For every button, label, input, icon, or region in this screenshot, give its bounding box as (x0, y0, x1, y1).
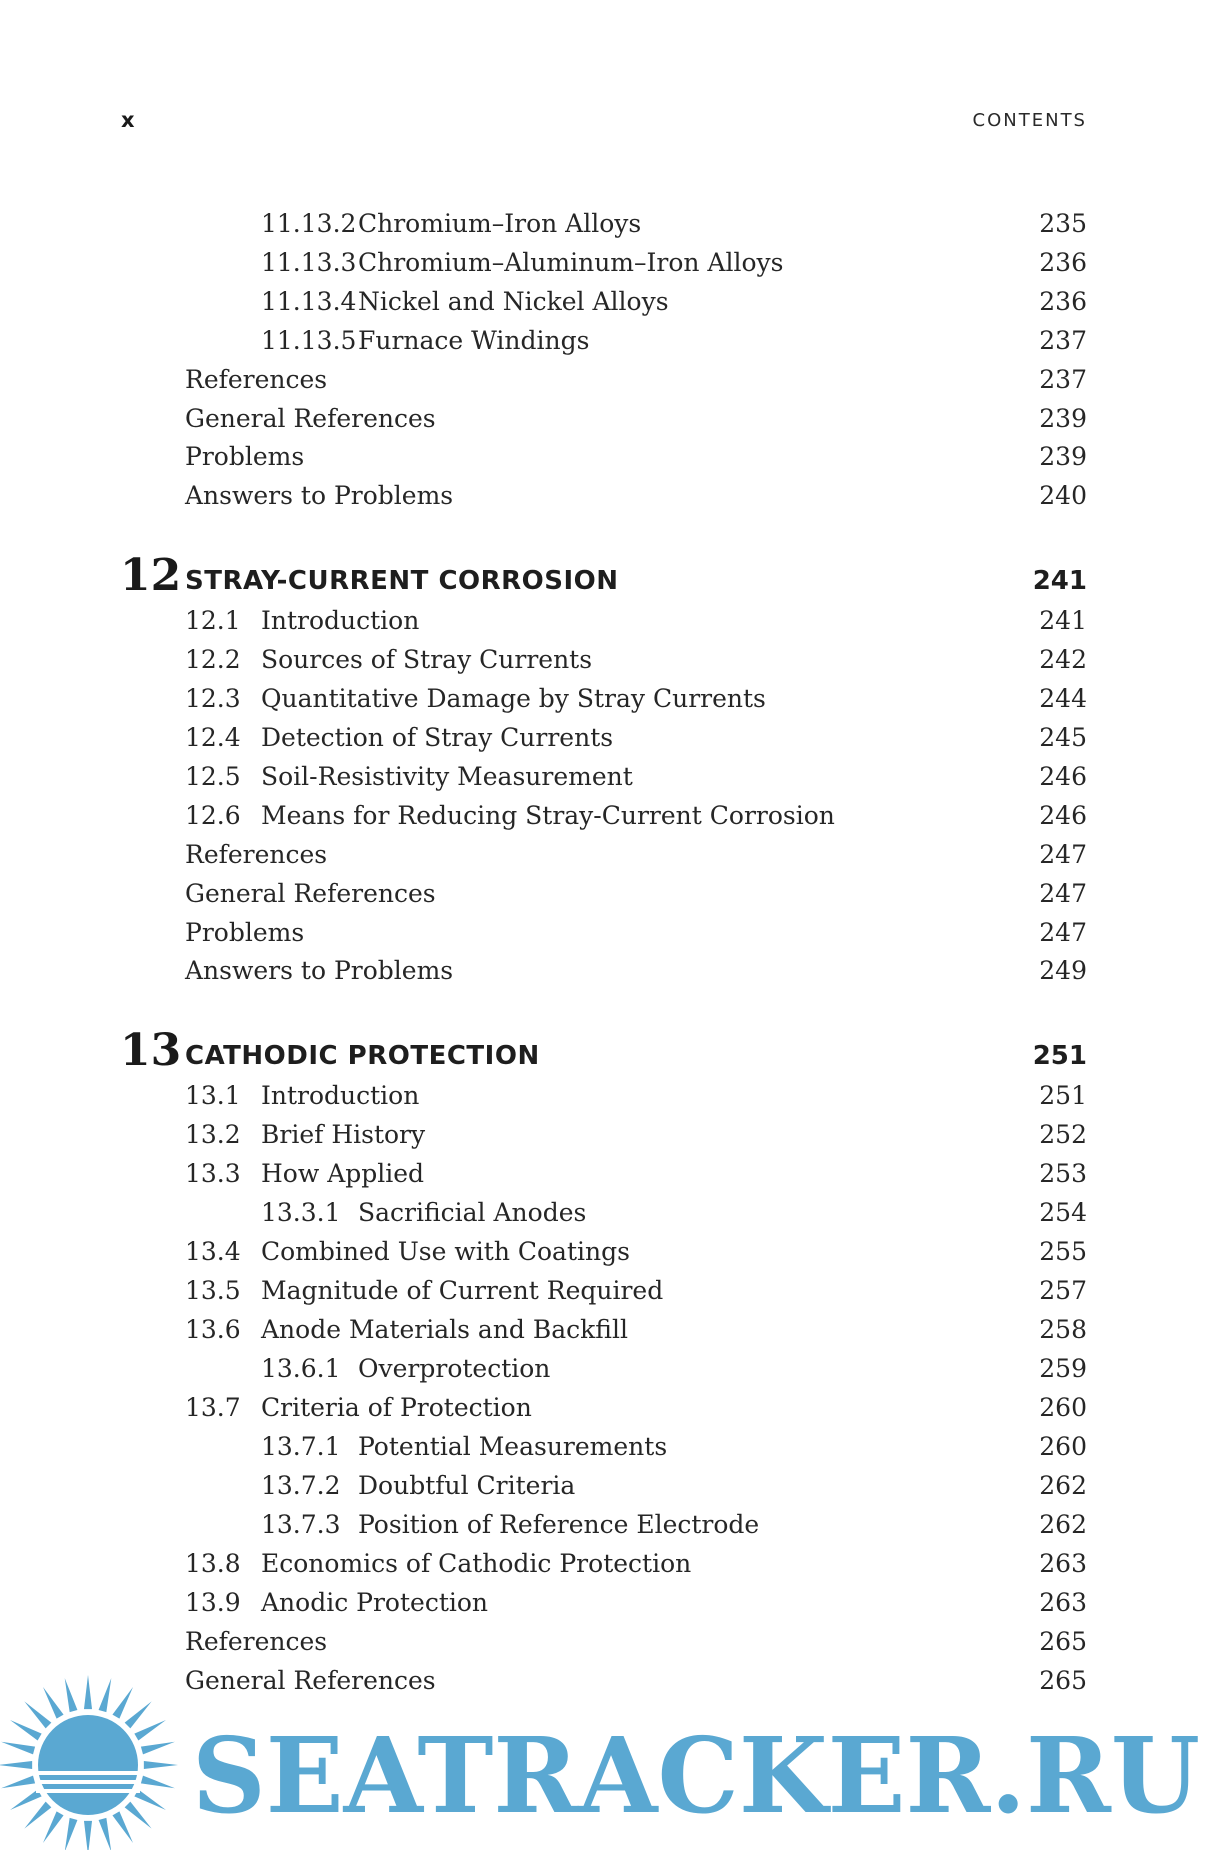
sun-ray (99, 1818, 112, 1850)
toc-entry-page: 240 (1039, 481, 1087, 510)
toc-entry-number: 13.1 (185, 1081, 241, 1110)
toc-entry-page: 242 (1039, 645, 1087, 674)
toc-entry-number: 13.7.1 (261, 1432, 341, 1461)
toc-entry-page: 237 (1039, 326, 1087, 355)
toc-entry-title: Answers to Problems (185, 481, 454, 510)
toc-entry-number: 12.2 (185, 645, 241, 674)
toc-entry-page: 247 (1039, 879, 1087, 908)
toc-entry-page: 246 (1039, 762, 1087, 791)
toc-entry[interactable] (0, 476, 1225, 515)
toc-entry-number: 13.6 (185, 1315, 241, 1344)
toc-entry-title: Furnace Windings (358, 326, 590, 355)
toc-entry[interactable] (0, 951, 1225, 990)
toc-entry-page: 237 (1039, 365, 1087, 394)
toc-entry-page: 253 (1039, 1159, 1087, 1188)
watermark-text: SEATRACKER.RU (192, 1714, 1200, 1837)
toc-entry-title: Problems (185, 442, 305, 471)
toc-entry-title: Overprotection (358, 1354, 551, 1383)
sun-ray (112, 1687, 133, 1719)
toc-entry[interactable] (0, 913, 1225, 952)
horizon-stripe (36, 1789, 140, 1793)
sun-ray (24, 1701, 51, 1728)
sun-ray (84, 1675, 92, 1709)
toc-entry-title: Combined Use with Coatings (261, 1237, 630, 1266)
horizon-stripe (36, 1771, 140, 1775)
sun-ray (10, 1720, 42, 1741)
toc-entry[interactable] (0, 1076, 1225, 1115)
toc-entry-title: Soil-Resistivity Measurement (261, 762, 633, 791)
page-folio: x (121, 108, 135, 132)
toc-entry-number: 11.13.4 (261, 287, 357, 316)
toc-entry-title: Magnitude of Current Required (261, 1276, 664, 1305)
sun-ray (0, 1761, 32, 1769)
toc-entry-title: Anodic Protection (261, 1588, 489, 1617)
toc-entry-title: Quantitative Damage by Stray Currents (261, 684, 766, 713)
sun-ray (99, 1678, 112, 1712)
toc-entry-page: 260 (1039, 1432, 1087, 1461)
toc-entry-number: 13.3.1 (261, 1198, 341, 1227)
sunburst-icon (0, 1675, 178, 1850)
toc-entry[interactable] (0, 204, 1225, 243)
toc-entry-page: 254 (1039, 1198, 1087, 1227)
toc-entry-title: Introduction (261, 606, 420, 635)
toc-entry[interactable] (0, 1115, 1225, 1154)
toc-entry[interactable] (0, 640, 1225, 679)
toc-entry-title: General References (185, 404, 436, 433)
toc-entry[interactable] (0, 1271, 1225, 1310)
sun-ray (141, 1776, 175, 1789)
toc-entry-page: 247 (1039, 918, 1087, 947)
toc-entry-page: 255 (1039, 1237, 1087, 1266)
toc-entry[interactable] (0, 437, 1225, 476)
toc-entry-title: Detection of Stray Currents (261, 723, 614, 752)
toc-entry-number: 13.4 (185, 1237, 241, 1266)
toc-entry[interactable] (0, 282, 1225, 321)
toc-entry[interactable] (0, 360, 1225, 399)
toc-entry-title: Position of Reference Electrode (358, 1510, 760, 1539)
horizon-stripe (36, 1780, 140, 1784)
toc-entry-page: 236 (1039, 248, 1087, 277)
toc-entry[interactable] (0, 874, 1225, 913)
sun-ray (43, 1687, 64, 1719)
toc-entry-title: Criteria of Protection (261, 1393, 532, 1422)
toc-entry[interactable] (0, 1544, 1225, 1583)
toc-entry-page: 236 (1039, 287, 1087, 316)
sun-ray (1, 1742, 35, 1755)
toc-entry-page: 257 (1039, 1276, 1087, 1305)
toc-entry-title: Nickel and Nickel Alloys (358, 287, 669, 316)
toc-entry-number: 13.9 (185, 1588, 241, 1617)
toc-entry-page: 245 (1039, 723, 1087, 752)
chapter-page: 241 (1032, 566, 1087, 596)
toc-entry[interactable] (0, 1154, 1225, 1193)
sun-ray (141, 1742, 175, 1755)
toc-entry-title: Answers to Problems (185, 956, 454, 985)
chapter-heading-13[interactable] (0, 1025, 1225, 1075)
toc-entry-number: 13.8 (185, 1549, 241, 1578)
toc-entry-number: 11.13.5 (261, 326, 357, 355)
toc-entry-title: Economics of Cathodic Protection (261, 1549, 692, 1578)
toc-entry-page: 247 (1039, 840, 1087, 869)
toc-entry-number: 12.6 (185, 801, 241, 830)
toc-entry[interactable] (0, 1388, 1225, 1427)
toc-entry-page: 265 (1039, 1666, 1087, 1695)
toc-entry[interactable] (0, 1622, 1225, 1661)
toc-entry-page: 252 (1039, 1120, 1087, 1149)
toc-entry[interactable] (0, 1193, 1225, 1232)
sun-ray (144, 1761, 178, 1769)
toc-entry-title: Means for Reducing Stray-Current Corrosion (261, 801, 835, 830)
toc-entry[interactable] (0, 757, 1225, 796)
toc-entry-number: 13.7.3 (261, 1510, 341, 1539)
sun-ray (125, 1802, 152, 1829)
sun-ray (125, 1701, 152, 1728)
toc-entry-title: Problems (185, 918, 305, 947)
toc-entry-title: Chromium–Iron Alloys (358, 209, 642, 238)
toc-entry-title: Chromium–Aluminum–Iron Alloys (358, 248, 784, 277)
toc-entry-title: Potential Measurements (358, 1432, 668, 1461)
toc-entry[interactable] (0, 1349, 1225, 1388)
toc-entry-title: References (185, 840, 328, 869)
toc-entry-page: 263 (1039, 1588, 1087, 1617)
toc-entry-title: Doubtful Criteria (358, 1471, 576, 1500)
page-header (121, 108, 1087, 136)
toc-entry[interactable] (0, 1466, 1225, 1505)
sun-ray (112, 1811, 133, 1843)
toc-entry-page: 239 (1039, 442, 1087, 471)
toc-entry-page: 239 (1039, 404, 1087, 433)
toc-entry[interactable] (0, 1505, 1225, 1544)
sun-ray (24, 1802, 51, 1829)
toc-entry-page: 262 (1039, 1471, 1087, 1500)
sun-ray (1, 1776, 35, 1789)
toc-entry[interactable] (0, 601, 1225, 640)
running-head: CONTENTS (972, 110, 1087, 131)
chapter-number: 12 (120, 550, 182, 601)
toc-entry-number: 12.5 (185, 762, 241, 791)
toc-entry-page: 235 (1039, 209, 1087, 238)
toc-entry-page: 265 (1039, 1627, 1087, 1656)
toc-entry-title: Anode Materials and Backfill (261, 1315, 628, 1344)
toc-entry-page: 263 (1039, 1549, 1087, 1578)
toc-entry-number: 13.6.1 (261, 1354, 341, 1383)
sun-ray (65, 1818, 78, 1850)
toc-entry-page: 249 (1039, 956, 1087, 985)
toc-entry-title: References (185, 1627, 328, 1656)
toc-entry[interactable] (0, 1232, 1225, 1271)
toc-entry-title: Introduction (261, 1081, 420, 1110)
toc-entry-page: 244 (1039, 684, 1087, 713)
toc-entry[interactable] (0, 679, 1225, 718)
toc-entry-page: 251 (1039, 1081, 1087, 1110)
toc-entry[interactable] (0, 1310, 1225, 1349)
sun-ray (65, 1678, 78, 1712)
chapter-title: STRAY-CURRENT CORROSION (185, 566, 619, 596)
toc-entry-page: 259 (1039, 1354, 1087, 1383)
watermark-logo (0, 1670, 1225, 1850)
toc-entry-title: Sources of Stray Currents (261, 645, 593, 674)
toc-entry[interactable] (0, 835, 1225, 874)
toc-entry-title: Sacrificial Anodes (358, 1198, 587, 1227)
sun-ray (134, 1720, 166, 1741)
sun-ray (43, 1811, 64, 1843)
toc-entry-number: 11.13.3 (261, 248, 357, 277)
toc-entry[interactable] (0, 796, 1225, 835)
chapter-number: 13 (120, 1025, 182, 1076)
toc-entry-page: 258 (1039, 1315, 1087, 1344)
toc-entry-page: 246 (1039, 801, 1087, 830)
toc-entry-number: 12.4 (185, 723, 241, 752)
toc-entry-number: 13.3 (185, 1159, 241, 1188)
toc-entry-page: 262 (1039, 1510, 1087, 1539)
toc-entry[interactable] (0, 718, 1225, 757)
chapter-title: CATHODIC PROTECTION (185, 1041, 540, 1071)
toc-entry-number: 12.3 (185, 684, 241, 713)
toc-entry-number: 13.7.2 (261, 1471, 341, 1500)
toc-entry[interactable] (0, 243, 1225, 282)
toc-entry-title: References (185, 365, 328, 394)
toc-entry-title: How Applied (261, 1159, 425, 1188)
toc-entry-page: 260 (1039, 1393, 1087, 1422)
toc-entry[interactable] (0, 399, 1225, 438)
chapter-page: 251 (1032, 1041, 1087, 1071)
toc-entry-number: 13.7 (185, 1393, 241, 1422)
toc-entry-page: 241 (1039, 606, 1087, 635)
toc-entry-number: 13.5 (185, 1276, 241, 1305)
toc-entry[interactable] (0, 1583, 1225, 1622)
sun-ray (84, 1821, 92, 1850)
toc-entry-number: 12.1 (185, 606, 241, 635)
toc-entry-number: 11.13.2 (261, 209, 357, 238)
chapter-heading-12[interactable] (0, 550, 1225, 600)
toc-entry[interactable] (0, 321, 1225, 360)
toc-entry[interactable] (0, 1427, 1225, 1466)
toc-entry-title: General References (185, 1666, 436, 1695)
toc-entry-title: General References (185, 879, 436, 908)
toc-entry-number: 13.2 (185, 1120, 241, 1149)
toc-entry-title: Brief History (261, 1120, 426, 1149)
